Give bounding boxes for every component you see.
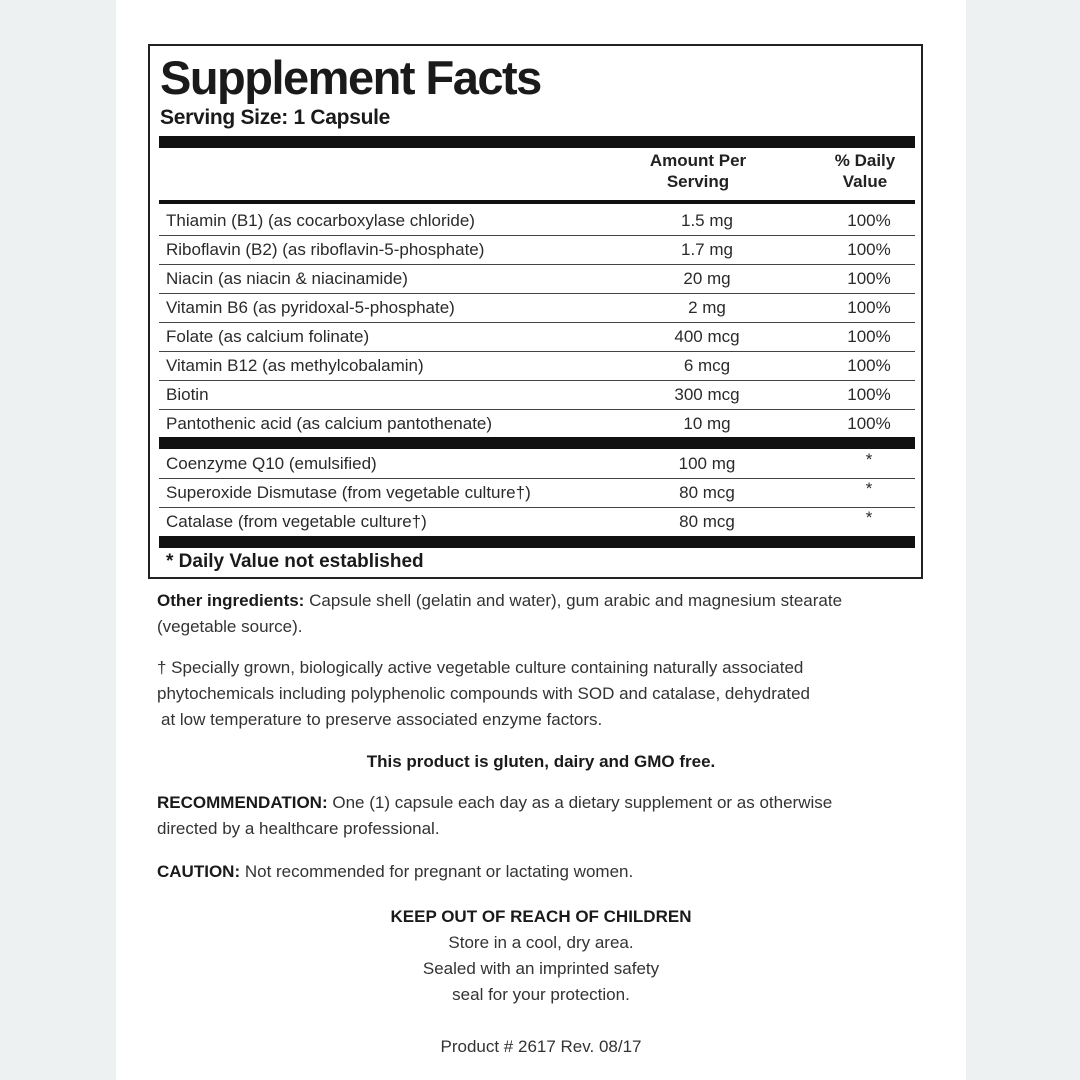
nutrient-row (159, 351, 915, 381)
header-dv-line1: % Daily (834, 151, 896, 170)
nutrient-amount: 10 mg (683, 414, 731, 433)
nutrient-name: Superoxide Dismutase (from vegetable culture†) (166, 483, 531, 502)
nutrient-daily-value: 100% (847, 385, 891, 404)
nutrient-daily-value: * (865, 508, 873, 527)
nutrient-name: Folate (as calcium folinate) (166, 327, 370, 346)
nutrient-amount: 6 mcg (683, 356, 731, 375)
nutrient-row (159, 206, 915, 236)
dagger-note (157, 655, 877, 733)
caution (157, 859, 877, 885)
thick-divider (159, 536, 915, 548)
recommendation (157, 790, 877, 842)
nutrient-name: Riboflavin (B2) (as riboflavin-5-phosphate) (166, 240, 485, 259)
serving-size: Serving Size: 1 Capsule (160, 106, 391, 129)
storage-line2: Sealed with an imprinted safety (422, 959, 660, 978)
keep-out-heading: KEEP OUT OF REACH OF CHILDREN (390, 907, 692, 926)
recommendation-text-2: directed by a healthcare professional. (157, 819, 440, 838)
header-dv-line2: Value (842, 172, 888, 191)
nutrient-amount: 100 mg (678, 454, 736, 473)
nutrient-name: Vitamin B12 (as methylcobalamin) (166, 356, 424, 375)
free-statement: This product is gluten, dairy and GMO free. (366, 752, 716, 771)
nutrient-amount: 300 mcg (674, 385, 740, 404)
nutrient-daily-value: * (865, 450, 873, 469)
nutrient-amount: 20 mg (683, 269, 731, 288)
nutrient-name: Niacin (as niacin & niacinamide) (166, 269, 408, 288)
caution-label: CAUTION: (157, 862, 241, 881)
panel-title: Supplement Facts (160, 51, 541, 104)
nutrient-row (159, 235, 915, 265)
nutrient-amount: 2 mg (688, 298, 726, 317)
daily-value-footnote: * Daily Value not established (166, 551, 424, 572)
nutrient-daily-value: 100% (847, 327, 891, 346)
other-ingredients-label: Other ingredients: (157, 591, 305, 610)
other-ingredients-text-2: (vegetable source). (157, 617, 303, 636)
header-amount-line1: Amount Per (649, 151, 747, 170)
nutrient-daily-value: * (865, 479, 873, 498)
nutrient-daily-value: 100% (847, 356, 891, 375)
dagger-note-line3: at low temperature to preserve associated enzyme factors. (161, 710, 603, 729)
other-ingredients (157, 588, 877, 640)
storage-line3: seal for your protection. (452, 985, 630, 1004)
nutrient-daily-value: 100% (847, 269, 891, 288)
nutrient-name: Pantothenic acid (as calcium pantothenate) (166, 414, 493, 433)
recommendation-text: One (1) capsule each day as a dietary supplement or as otherwise (327, 793, 833, 812)
thick-divider (159, 437, 915, 449)
nutrient-amount: 1.5 mg (681, 211, 733, 230)
nutrient-name: Coenzyme Q10 (emulsified) (166, 454, 377, 473)
nutrient-amount: 80 mcg (679, 512, 735, 531)
product-code: Product # 2617 Rev. 08/17 (440, 1037, 642, 1056)
nutrient-name: Thiamin (B1) (as cocarboxylase chloride) (166, 211, 475, 230)
nutrient-name: Vitamin B6 (as pyridoxal-5-phosphate) (166, 298, 455, 317)
other-ingredients-text: Capsule shell (gelatin and water), gum arabic and magnesium stearate (304, 591, 843, 610)
nutrient-daily-value: 100% (847, 240, 891, 259)
nutrient-daily-value: 100% (847, 414, 891, 433)
nutrient-row (159, 478, 915, 508)
nutrient-row (159, 264, 915, 294)
nutrient-amount: 400 mcg (674, 327, 740, 346)
nutrient-row (159, 380, 915, 410)
thick-divider (159, 136, 915, 148)
nutrient-name: Biotin (166, 385, 209, 404)
recommendation-label: RECOMMENDATION: (157, 793, 328, 812)
dagger-note-line2: phytochemicals including polyphenolic compounds with SOD and catalase, dehydrated (157, 684, 810, 703)
nutrient-row (159, 293, 915, 323)
nutrient-name: Catalase (from vegetable culture†) (166, 512, 427, 531)
supplement-facts-panel (148, 44, 923, 579)
header-amount-line2: Serving (666, 172, 730, 191)
dagger-note-line1: † Specially grown, biologically active vegetable culture containing naturally associated (157, 658, 804, 677)
caution-text: Not recommended for pregnant or lactating women. (240, 862, 634, 881)
header-daily-value (800, 150, 930, 194)
nutrient-amount: 80 mcg (679, 483, 735, 502)
storage-line1: Store in a cool, dry area. (448, 933, 634, 952)
nutrient-daily-value: 100% (847, 211, 891, 230)
nutrient-row (159, 507, 915, 536)
nutrient-daily-value: 100% (847, 298, 891, 317)
header-amount-per-serving (618, 150, 778, 194)
medium-divider (159, 200, 915, 204)
nutrient-amount: 1.7 mg (681, 240, 733, 259)
nutrient-row (159, 409, 915, 438)
nutrient-row (159, 449, 915, 479)
nutrient-row (159, 322, 915, 352)
